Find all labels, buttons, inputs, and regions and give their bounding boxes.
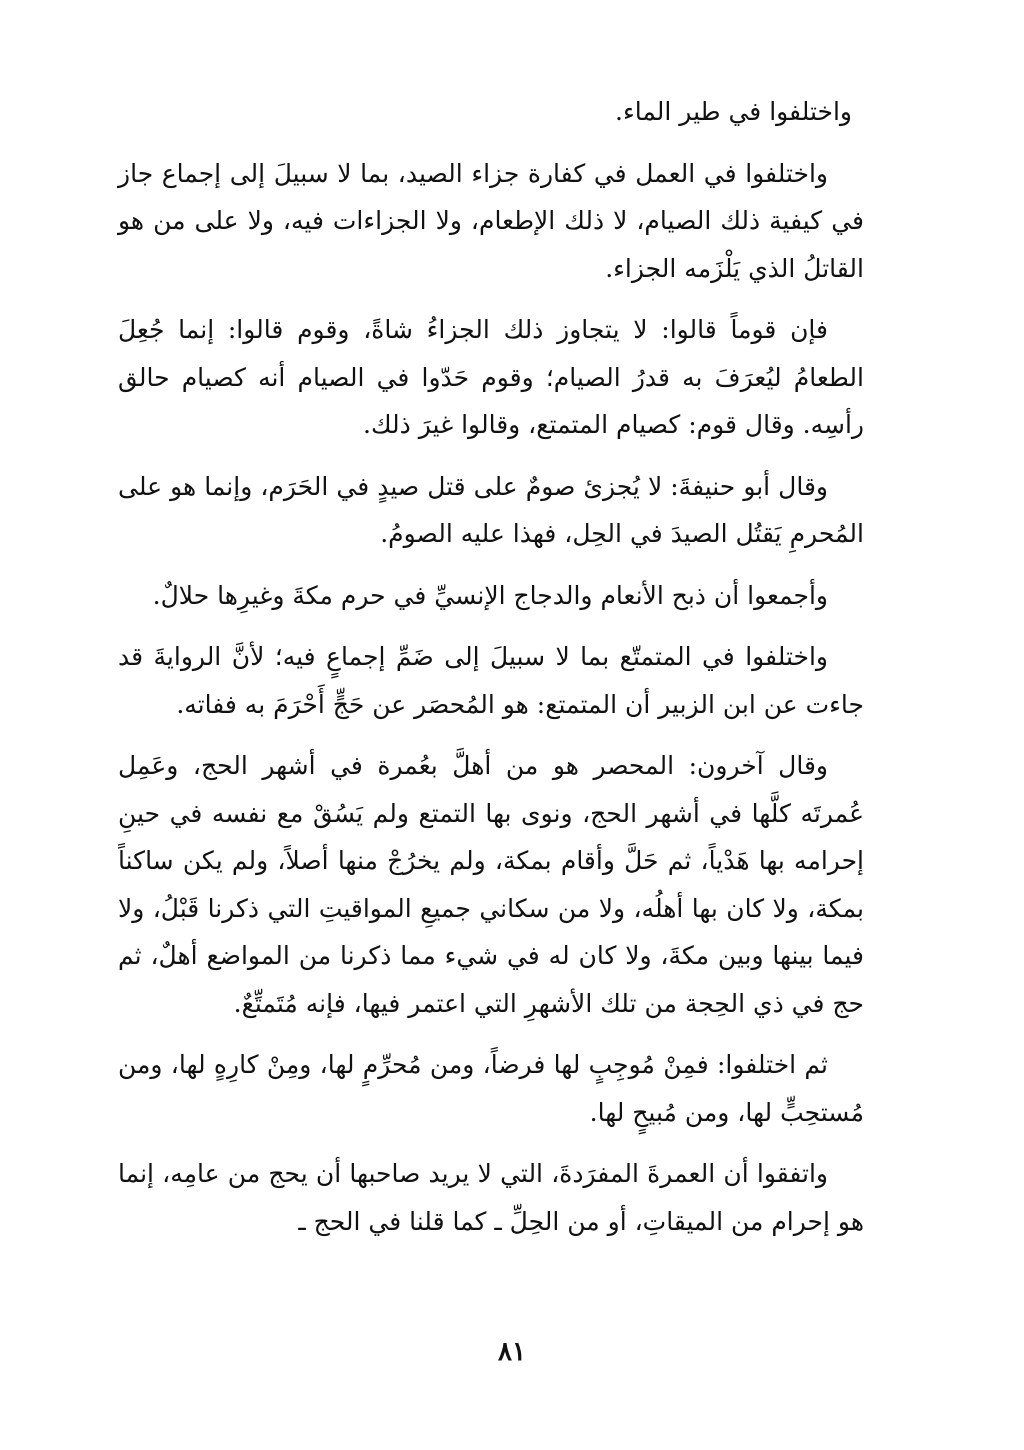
paragraph-hunting-penalty: واختلفوا في العمل في كفارة جزاء الصيد، بما لا سبيلَ إلى إجماع جاز في كيفية ذلك الصيام، لا ذلك الإطعام، ولا الجزاءات فيه، ولا على من هو القاتلُ الذي يَلْزَمه الجزاء.	[118, 158, 864, 283]
paragraph-water-birds: واختلفوا في طير الماء.	[615, 97, 852, 126]
paragraph-penalty-opinions: فإن قوماً قالوا: لا يتجاوز ذلك الجزاءُ شاةً، وقوم قالوا: إنما جُعِلَ الطعامُ ليُعرَفَ به قدرُ الصيام؛ وقوم حَدّوا في الصيام أنه كصيام حالق رأسِه. وقال قوم: كصيام المتمتع، وقالوا غيرَ ذلك.	[118, 315, 864, 439]
paragraph-other-opinion: وقال آخرون: المحصر هو من أهلَّ بعُمرة في أشهر الحج، وعَمِل عُمرتَه كلَّها في أشهر الحج، ونوى بها التمتع ولم يَسُقْ مع نفسه في حينِ إحرامه بها هَدْياً، ثم حَلَّ وأقام بمكة، ولم يخرُجْ منها أصلاً، ولم يكن ساكناً بمكة، ولا كان بها أهلُه، ولا من سكاني جميعِ المواقيتِ التي ذكرنا قَبْلُ، ولا فيما بينها وبين مكةَ، ولا كان له في شيء مما ذكرنا من المواضع أهلٌ، ثم حج في ذي الحِجة من تلك الأشهرِ التي اعتمر فيها، فإنه مُتَمتِّعٌ.	[118, 751, 864, 1018]
page-number: ٨١	[498, 1337, 526, 1367]
paragraph-abu-hanifa: وقال أبو حنيفةَ: لا يُجزئ صومٌ على قتل صيدٍ في الحَرَم، وإنما هو على المُحرمِ يَقتُل الصيدَ في الحِل، فهذا عليه الصومُ.	[118, 471, 864, 548]
paragraph-single-umrah: واتفقوا أن العمرةَ المفرَدةَ، التي لا يريد صاحبها أن يحج من عامِه، إنما هو إحرام من الميقاتِ، أو من الحِلِّ ـ كما قلنا في الحج ـ	[118, 1159, 864, 1236]
paragraph-slaughter-consensus: وأجمعوا أن ذبح الأنعام والدجاج الإنسيِّ في حرم مكةَ وغيرِها حلالٌ.	[152, 580, 828, 610]
paragraph-mutamatti-definition: واختلفوا في المتمتّع بما لا سبيلَ إلى ضَمِّ إجماعٍ فيه؛ لأنَّ الروايةَ قد جاءت عن ابن الزبير أن المتمتع: هو المُحصَر عن حَجٍّ أَحْرَمَ به ففاته.	[118, 642, 864, 719]
paragraph-umrah-ruling: ثم اختلفوا: فمِنْ مُوجِبٍ لها فرضاً، ومن مُحرِّمٍ لها، ومِنْ كارِهٍ لها، ومن مُستحِبٍّ لها، ومن مُبيحٍ لها.	[118, 1050, 864, 1127]
page-body	[118, 88, 864, 1259]
